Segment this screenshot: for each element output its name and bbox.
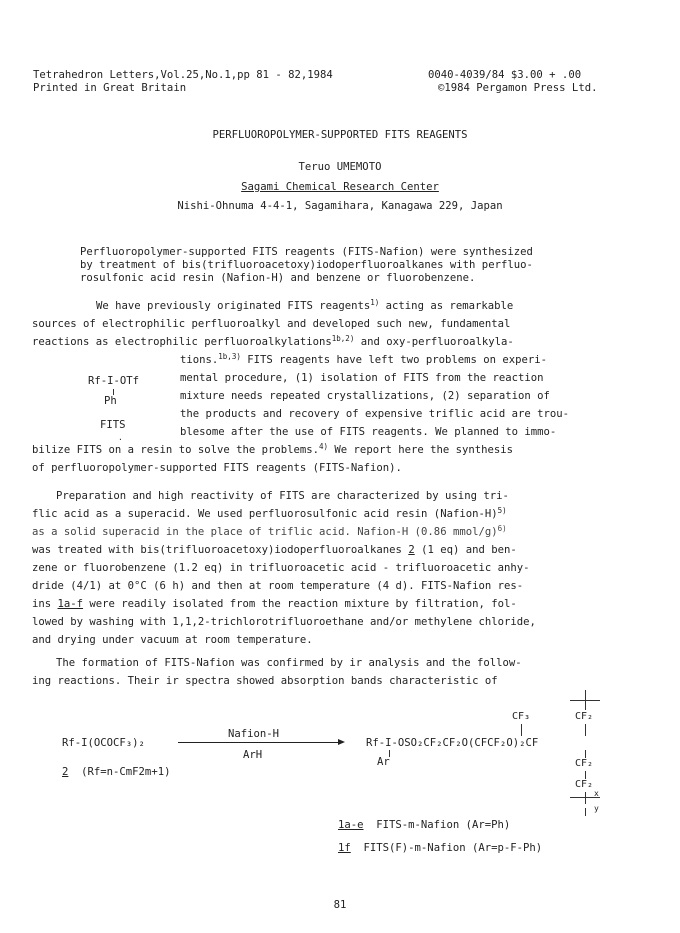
product-aryl: Ar <box>377 756 390 768</box>
body-line: lowed by washing with 1,1,2-trichlorotrifluoroethane and/or methylene chloride, <box>32 616 536 628</box>
reaction-arrow <box>178 742 338 743</box>
fits-structure-ph: Ph <box>104 395 117 407</box>
chain-bond <box>585 808 586 816</box>
fits-structure-top: Rf-I-OTf <box>88 375 140 387</box>
fits-label: FITS <box>100 419 126 431</box>
body-line: of perfluoropolymer-supported FITS reagents (FITS-Nafion). <box>32 462 402 474</box>
arrowhead-icon <box>338 739 345 745</box>
body-line: was treated with bis(trifluoroacetoxy)iodoperfluoroalkanes 2 (1 eq) and ben- <box>32 544 517 556</box>
body-line: We have previously originated FITS reagents$^{1)}$ acting as remarkable <box>96 298 514 312</box>
body-line: Preparation and high reactivity of FITS are characterized by using tri- <box>56 490 509 502</box>
subscript-y: y <box>594 804 599 813</box>
chain-bond <box>585 750 586 758</box>
body-line: mental procedure, (1) isolation of FITS from the reaction <box>180 372 544 384</box>
cf2-bond <box>585 724 586 736</box>
copyright: ©1984 Pergamon Press Ltd. <box>438 82 598 94</box>
product-1ae: 1a-e FITS-m-Nafion (Ar=Ph) <box>338 819 511 831</box>
body-line: tions.$^{1b,3)}$ FITS reagents have left two problems on experi- <box>180 352 548 366</box>
cf3-label: CF₃ <box>512 711 531 722</box>
body-line: The formation of FITS-Nafion was confirmed by ir analysis and the follow- <box>56 657 522 669</box>
body-line: reactions as electrophilic perfluoroalkylations$^{1b,2)}$ and oxy-perfluoroalkyla- <box>32 334 514 348</box>
paper-title: PERFLUOROPOLYMER-SUPPORTED FITS REAGENTS <box>212 129 468 141</box>
product-formula: Rf-I-OSO₂CF₂CF₂O(CFCF₂O)₂CF <box>366 737 539 749</box>
body-line: the products and recovery of expensive triflic acid are trou- <box>180 408 570 420</box>
issn-price: 0040-4039/84 $3.00 + .00 <box>428 69 582 81</box>
body-line: ing reactions. Their ir spectra showed absorption bands characteristic of <box>32 675 498 687</box>
reagent-below: ArH <box>243 749 263 761</box>
cf2-mid: CF₂ <box>575 758 594 769</box>
author: Teruo UMEMOTO <box>298 161 382 173</box>
body-line: dride (4/1) at 0°C (6 h) and then at room temperature (4 d). FITS-Nafion res- <box>32 580 524 592</box>
abstract-line: Perfluoropolymer-supported FITS reagents (FITS-Nafion) were synthesized <box>80 246 533 258</box>
product-1f: 1f FITS(F)-m-Nafion (Ar=p-F-Ph) <box>338 842 543 854</box>
cf3-bond <box>521 724 522 736</box>
body-line: as a solid superacid in the place of triflic acid. Nafion-H (0.86 mmol/g)$^{6)}$ <box>32 524 507 538</box>
backbone-bracket <box>570 700 600 701</box>
chain-bond <box>585 771 586 779</box>
abstract-line: rosulfonic acid resin (Nafion-H) and benzene or fluorobenzene. <box>80 272 476 284</box>
reactant-label: 2 (Rf=n-CmF2m+1) <box>62 766 171 778</box>
address: Nishi-Ohnuma 4-4-1, Sagamihara, Kanagawa 229, Japan <box>177 200 503 212</box>
body-line: blesome after the use of FITS reagents. We planned to immo- <box>180 426 557 438</box>
printed-in: Printed in Great Britain <box>33 82 187 94</box>
body-line: mixture needs repeated crystallizations, (2) separation of <box>180 390 550 402</box>
reactant: Rf-I(OCOCF₃)₂ <box>62 737 145 749</box>
body-line: zene or fluorobenzene (1.2 eq) in trifluoroacetic acid - trifluoroacetic anhy- <box>32 562 530 574</box>
body-line: bilize FITS on a resin to solve the problems.$^{4)}$ We report here the synthesis <box>32 442 514 456</box>
reagent-above: Nafion-H <box>228 728 280 740</box>
chain-bond <box>585 792 586 804</box>
body-line: sources of electrophilic perfluoroalkyl and developed such new, fundamental <box>32 318 511 330</box>
cf2-top: CF₂ <box>575 711 594 722</box>
body-line: ins 1a-f were readily isolated from the reaction mixture by filtration, fol- <box>32 598 517 610</box>
subscript-x: x <box>594 789 599 798</box>
cf2-low: CF₂ <box>575 779 594 790</box>
journal-citation: Tetrahedron Letters,Vol.25,No.1,pp 81 - 82,1984 <box>33 69 333 81</box>
dot-mark: · <box>118 435 123 444</box>
abstract-line: by treatment of bis(trifluoroacetoxy)iodoperfluoroalkanes with perfluo- <box>80 259 533 271</box>
institution: Sagami Chemical Research Center <box>241 181 439 193</box>
page-number: 81 <box>333 899 347 911</box>
body-line: flic acid as a superacid. We used perfluorosulfonic acid resin (Nafion-H)$^{5)}$ <box>32 506 507 520</box>
body-line: and drying under vacuum at room temperature. <box>32 634 313 646</box>
